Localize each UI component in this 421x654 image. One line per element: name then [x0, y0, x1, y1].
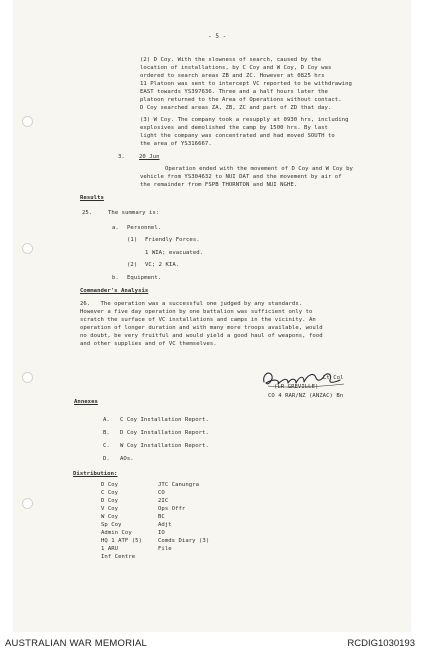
- distribution-entry: Comds Diary (3): [158, 538, 210, 544]
- punch-hole: [22, 372, 33, 383]
- personnel-label: Personnel.: [127, 225, 162, 231]
- annex-letter: A.: [103, 417, 110, 423]
- distribution-entry: BC: [158, 514, 165, 520]
- personnel-letter: a.: [112, 225, 119, 231]
- distribution-entry: 2IC: [158, 498, 169, 504]
- para-2-line: ordered to search areas ZB and ZC. However at 0825 hrs: [140, 73, 325, 79]
- vc-number: (2): [127, 262, 138, 268]
- punch-hole: [22, 116, 33, 127]
- annexes-heading: Annexes: [74, 399, 98, 405]
- para-25-number: 25.: [82, 210, 93, 216]
- distribution-entry: IO: [158, 530, 165, 536]
- distribution-entry: Inf Centre: [101, 554, 136, 560]
- footer-bar: [0, 632, 421, 654]
- annex-text: D Coy Installation Report.: [120, 430, 209, 436]
- footer-archive-name: AUSTRALIAN WAR MEMORIAL: [5, 638, 148, 649]
- distribution-entry: W Coy: [101, 514, 119, 520]
- analysis-line: 26. The operation was a successful one judged by any standards.: [80, 301, 303, 307]
- analysis-line: scratch the surface of VC installations and camps in the vicinity. An: [80, 317, 316, 323]
- distribution-entry: C Coy: [101, 490, 119, 496]
- punch-hole: [22, 243, 33, 254]
- para-2-line: D Coy searched areas ZA, ZB, ZC and part of ZD that day.: [140, 105, 332, 111]
- distribution-entry: Sp Coy: [101, 522, 122, 528]
- para-2-line: platoon returned to the Area of Operations without contact.: [140, 97, 342, 103]
- equipment-letter: b.: [112, 275, 119, 281]
- signature-rank: Lt Col: [323, 375, 344, 381]
- para-3-line: explosives and demolished the camp by 1500 hrs. By last: [140, 125, 328, 131]
- annex-text: AOs.: [120, 456, 134, 462]
- para-2-line: (2) D Coy. With the slowness of search, caused by the: [140, 57, 322, 63]
- distribution-entry: File: [158, 546, 172, 552]
- analysis-line: no doubt, be very fruitful and would yield a good haul of weapons, food: [80, 333, 323, 339]
- friendly-number: (1): [127, 237, 138, 243]
- distribution-entry: D Coy: [101, 482, 119, 488]
- annex-text: C Coy Installation Report.: [120, 417, 209, 423]
- para-3-line: the area of YS316667.: [140, 141, 212, 147]
- annex-letter: D.: [103, 456, 110, 462]
- date-heading: 20 Jun: [139, 154, 160, 160]
- punch-hole: [22, 498, 33, 509]
- distribution-entry: JTC Canungra: [158, 482, 200, 488]
- item-number: 3.: [118, 154, 125, 160]
- distribution-entry: V Coy: [101, 506, 119, 512]
- friendly-detail: 1 WIA; evacuated.: [145, 250, 204, 256]
- para-2-line: location of installations, by C Coy and W Coy, D Coy was: [140, 65, 332, 71]
- page-number: - 5 -: [208, 33, 227, 40]
- results-heading: Results: [80, 195, 104, 201]
- distribution-heading: Distribution:: [73, 471, 118, 477]
- distribution-entry: Ops Offr: [158, 506, 186, 512]
- para-3-line: (3) W Coy. The company took a resupply at 0930 hrs, including: [140, 117, 349, 123]
- date-para-line: vehicle from YS304632 to NUI DAT and the movement by air of: [140, 174, 342, 180]
- signature-name: (LR GREVILLE): [274, 384, 319, 390]
- para-2-line: EAST towards YS397636. Three and a half hours later the: [140, 89, 328, 95]
- distribution-entry: Adjt: [158, 522, 172, 528]
- analysis-line: However a five day operation by one battalion was sufficient only to: [80, 309, 313, 315]
- para-2-line: 11 Platoon was sent to intercept VC reported to be withdrawing: [140, 81, 352, 87]
- annex-text: W Coy Installation Report.: [120, 443, 209, 449]
- distribution-entry: CO: [158, 490, 165, 496]
- analysis-line: and other supplies and of VC themselves.: [80, 341, 217, 347]
- distribution-entry: D Coy: [101, 498, 119, 504]
- annex-letter: B.: [103, 430, 110, 436]
- vc-label: VC; 2 KIA.: [145, 262, 180, 268]
- distribution-entry: Admin Coy: [101, 530, 132, 536]
- signature-unit: CO 4 RAR/NZ (ANZAC) Bn: [268, 393, 344, 399]
- analysis-heading: Commander's Analysis: [80, 288, 149, 294]
- distribution-entry: HQ 1 ATF (5): [101, 538, 143, 544]
- para-3-line: light the company was concentrated and had moved SOUTH to: [140, 133, 335, 139]
- equipment-label: Equipment.: [127, 275, 162, 281]
- date-para-line: the remainder from FSPB THORNTON and NUI NGHE.: [140, 182, 298, 188]
- annex-letter: C.: [103, 443, 110, 449]
- distribution-entry: 1 ARU: [101, 546, 119, 552]
- date-para-line: Operation ended with the movement of D Coy and W Coy by: [165, 166, 353, 172]
- footer-record-id: RCDIG1030193: [347, 638, 415, 649]
- para-25-text: The summary is:: [108, 210, 160, 216]
- friendly-label: Friendly Forces.: [145, 237, 200, 243]
- analysis-line: operation of longer duration and with many more troops available, would: [80, 325, 323, 331]
